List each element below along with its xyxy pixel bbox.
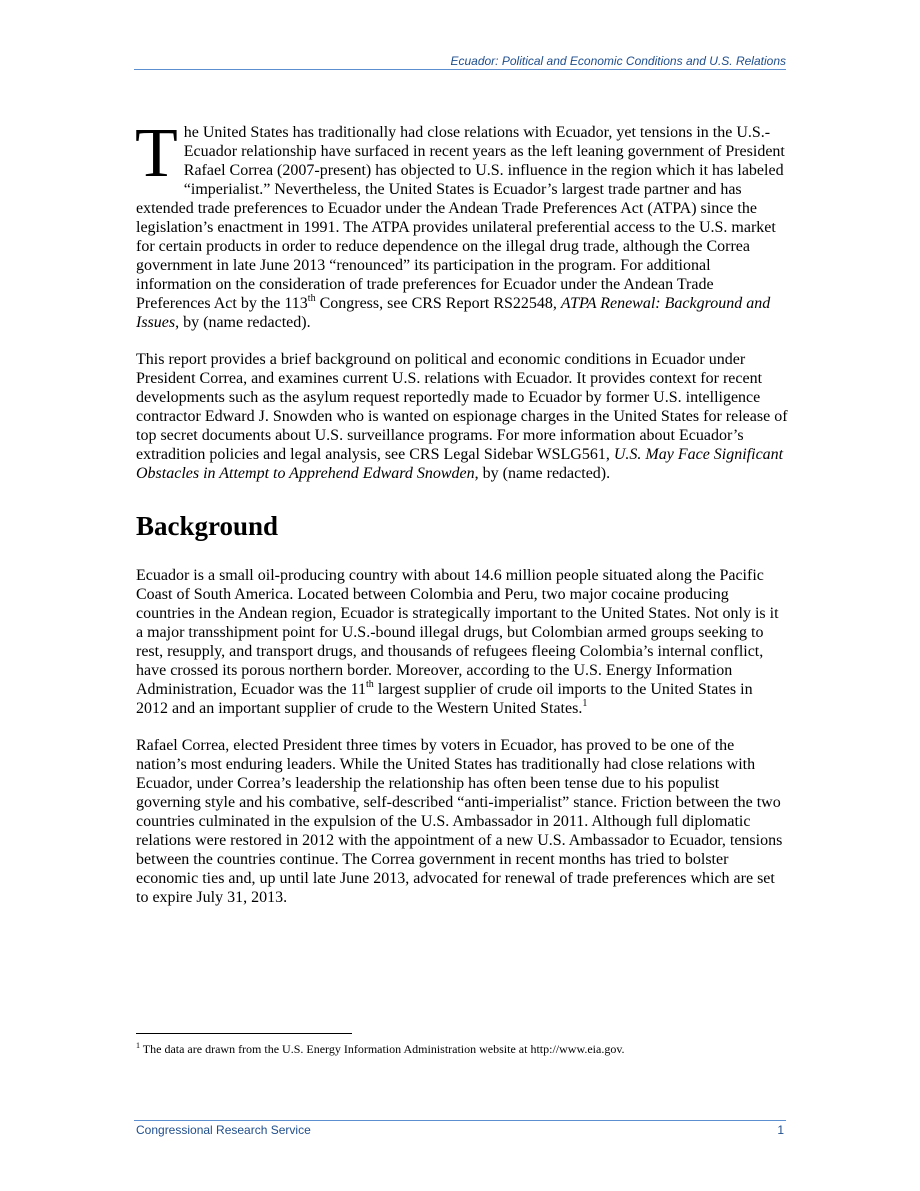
report-title-atpa: ATPA Renewal: Background and Issues — [136, 295, 771, 331]
footnote-reference[interactable]: 1 — [582, 698, 588, 709]
footnote — [136, 1042, 788, 1057]
ordinal-superscript: th — [366, 679, 374, 690]
footer-publisher: Congressional Research Service — [136, 1123, 311, 1137]
running-header: Ecuador: Political and Economic Conditions and U.S. Relations — [450, 54, 786, 68]
footnote-number: 1 — [136, 1041, 140, 1050]
intro-p2-text-b: , by (name redacted). — [474, 465, 611, 482]
footnote-rule — [136, 1033, 352, 1034]
bg-p1-text-b: largest supplier of crude oil imports to the United States in 2012 and an important supplier of crude to the Western United States. — [136, 681, 753, 717]
bg-p1-text-a: Ecuador is a small oil-producing country with about 14.6 million people situated along the Pacific Coast of South America. Located between Colombia and Peru, two major cocaine producing countries in the Andean region, Ecuador is strategically important to the United States. Not only is it a major transshipment point for U.S.-bound illegal drugs, but Colombian armed groups seeking to rest, resupply, and transport drugs, and thousands of refugees fleeing Colombia’s internal conflict, have crossed its porous northern border. Moreover, according to the U.S. Energy Information Administration, Ecuador was the 11 — [136, 567, 779, 698]
drop-cap: T — [135, 115, 178, 192]
intro-p1-text-c: , by (name redacted). — [175, 314, 311, 331]
intro-p2-text-a: This report provides a brief background on political and economic conditions in Ecuador under President Correa, and examines current U.S. relations with Ecuador. It provides context for recent developments such as the asylum request reportedly made to Ecuador by former U.S. intelligence contractor Edward J. Snowden who is wanted on espionage charges in the United States for release of top secret documents about U.S. surveillance programs. For more information about Ecuador’s extradition policies and legal analysis, see CRS Legal Sidebar WSLG561, — [136, 351, 788, 463]
header-rule — [134, 69, 786, 70]
page-number: 1 — [777, 1123, 784, 1137]
section-heading-background: Background — [136, 511, 279, 541]
background-paragraph-1 — [136, 566, 788, 718]
footer-rule — [134, 1120, 786, 1121]
footnote-text: The data are drawn from the U.S. Energy Information Administration website at http://www.eia.gov. — [140, 1042, 625, 1056]
intro-p1-text-b: Congress, see CRS Report RS22548, — [315, 295, 561, 312]
sidebar-title-snowden: U.S. May Face Significant Obstacles in Attempt to Apprehend Edward Snowden — [136, 446, 784, 482]
background-paragraph-2: Rafael Correa, elected President three times by voters in Ecuador, has proved to be one of the nation’s most enduring leaders. While the United States has traditionally had close relations with Ecuador, under Correa’s leadership the relationship has often been tense due to his populist governing style and his combative, self-described “anti-imperialist” stance. Friction between the two countries culminated in the expulsion of the U.S. Ambassador in 2011. Although full diplomatic relations were restored in 2012 with the appointment of a new U.S. Ambassador to Ecuador, tensions between the countries continue. The Correa government in recent months has tried to bolster economic ties and, up until late June 2013, advocated for renewal of trade preferences which are set to expire July 31, 2013. — [136, 737, 783, 906]
intro-paragraph-1 — [135, 115, 788, 332]
intro-p1-text-a: he United States has traditionally had close relations with Ecuador, yet tensions in the U.S.-Ecuador relationship have surfaced in recent years as the left leaning government of President Rafael Correa (2007-present) has objected to U.S. influence in the region which it has labeled “imperialist.” Nevertheless, the United States is Ecuador’s largest trade partner and has extended trade preferences to Ecuador under the Andean Trade Preferences Act (ATPA) since the legislation’s enactment in 1991. The ATPA provides unilateral preferential access to the U.S. market for certain products in order to reduce dependence on the illegal drug trade, although the Correa government in late June 2013 “renounced” its participation in the program. For additional information on the consideration of trade preferences for Ecuador under the Andean Trade Preferences Act by the 113 — [136, 124, 785, 312]
intro-paragraph-2 — [136, 350, 788, 483]
ordinal-superscript: th — [307, 293, 316, 304]
